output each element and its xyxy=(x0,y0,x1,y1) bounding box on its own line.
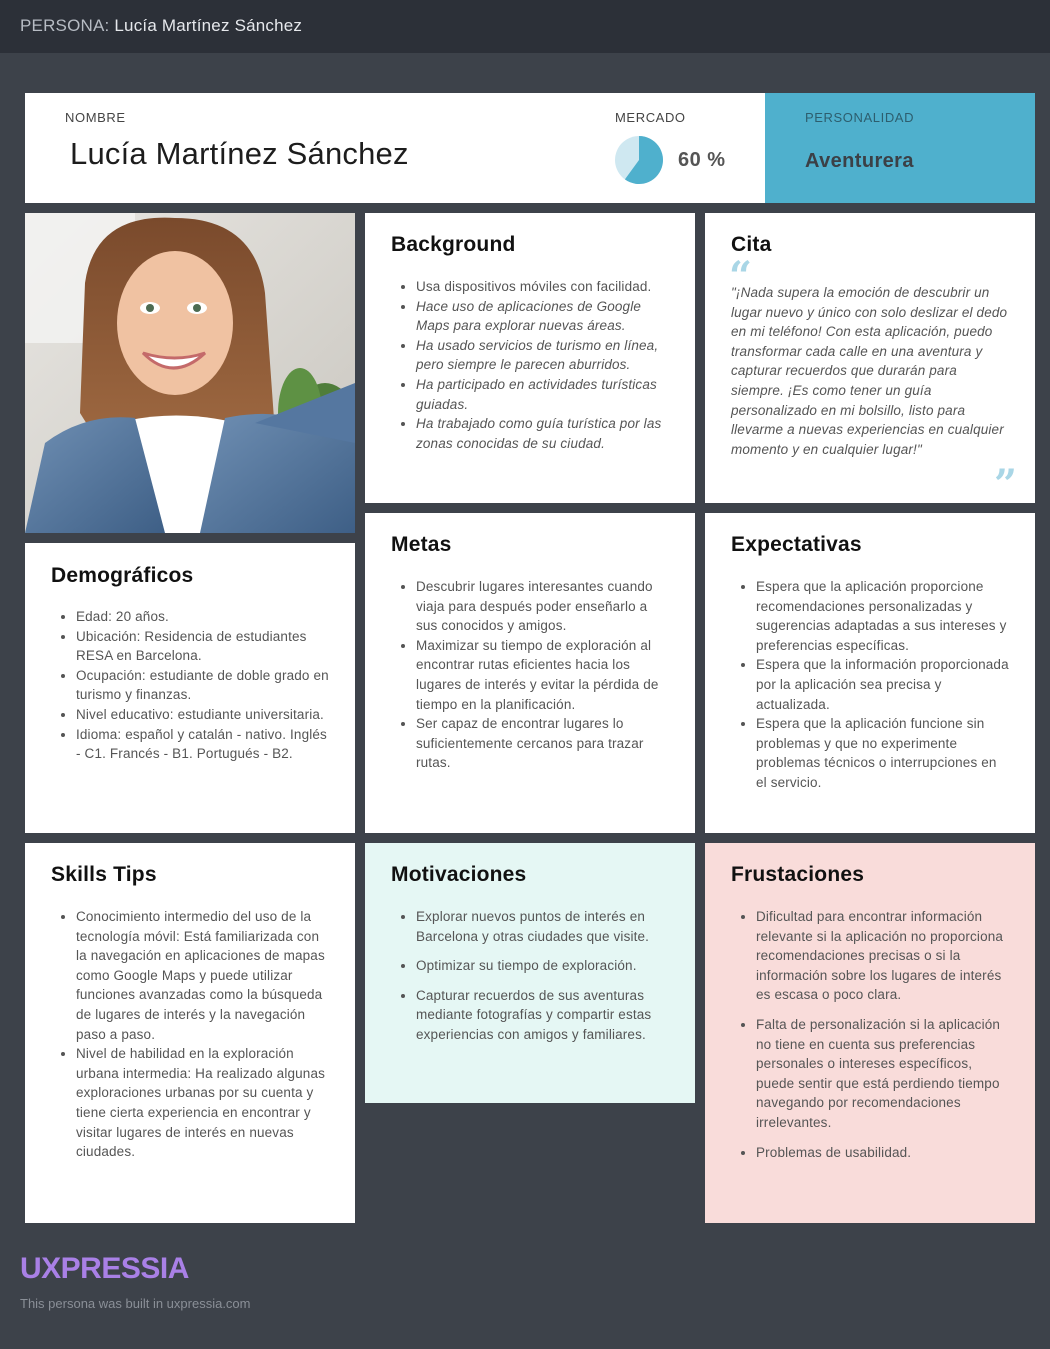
goals-title: Metas xyxy=(391,533,452,556)
expectations-card xyxy=(705,513,1035,833)
list-item: • Ocupación: estudiante de doble grado en turismo y finanzas. xyxy=(76,666,331,705)
list-item: • Nivel de habilidad en la exploración urbana intermedia: Ha realizado algunas exploraciones urbanas por su cuenta y tiene cierta experiencia en encontrar y visitar lugares de interés en nuevas ciudades. xyxy=(76,1044,331,1162)
list-item: • Nivel educativo: estudiante universitaria. xyxy=(76,705,331,725)
built-with-text: This persona was built in uxpressia.com xyxy=(20,1296,251,1311)
list-item: • Optimizar su tiempo de exploración. xyxy=(416,956,671,976)
persona-name: Lucía Martínez Sánchez xyxy=(70,136,409,171)
list-item: • Espera que la aplicación funcione sin problemas y que no experimente problemas técnicos o interrupciones en el servicio. xyxy=(756,714,1011,792)
list-item: • Usa dispositivos móviles con facilidad. xyxy=(416,277,671,297)
list-item: • Idioma: español y catalán - nativo. Inglés - C1. Francés - B1. Portugués - B2. xyxy=(76,725,331,764)
background-title: Background xyxy=(391,233,516,256)
market-label: MERCADO xyxy=(615,110,686,125)
list-item: • Ser capaz de encontrar lugares lo suficientemente cercanos para trazar rutas. xyxy=(416,714,671,773)
list-item: • Explorar nuevos puntos de interés en Barcelona y otras ciudades que visite. xyxy=(416,907,671,946)
list-item: • Maximizar su tiempo de exploración al encontrar rutas eficientes hacia los lugares de interés y evitar la pérdida de tiempo en la planificación. xyxy=(416,636,671,714)
expectations-list xyxy=(756,577,1011,793)
list-item: • Descubrir lugares interesantes cuando viaja para después poder enseñarlo a sus conocidos y amigos. xyxy=(416,577,671,636)
personality-label: PERSONALIDAD xyxy=(805,110,915,125)
persona-title xyxy=(20,16,302,36)
close-quote-icon: ” xyxy=(993,461,1017,503)
personality-value: Aventurera xyxy=(805,150,914,172)
quote-title: Cita xyxy=(731,233,772,256)
top-bar xyxy=(0,0,1050,53)
list-item: • Hace uso de aplicaciones de Google Maps para explorar nuevas áreas. xyxy=(416,297,671,336)
uxpressia-logo[interactable]: UXPRESSIA xyxy=(20,1252,189,1285)
skills-card xyxy=(25,843,355,1223)
background-list xyxy=(416,277,671,453)
frustrations-list xyxy=(756,907,1011,1172)
market-percent: 60 % xyxy=(678,149,726,171)
personality-card xyxy=(765,93,1035,203)
list-item: • Ubicación: Residencia de estudiantes RESA en Barcelona. xyxy=(76,627,331,666)
skills-list xyxy=(76,907,331,1162)
list-item: • Capturar recuerdos de sus aventuras mediante fotografías y compartir estas experiencias con amigos y familiares. xyxy=(416,986,671,1045)
market-pie-chart xyxy=(615,136,663,184)
list-item: • Ha trabajado como guía turística por las zonas conocidas de su ciudad. xyxy=(416,414,671,453)
motivations-title: Motivaciones xyxy=(391,863,527,886)
quote-text: "¡Nada supera la emoción de descubrir un lugar nuevo y único con solo deslizar el dedo en mi teléfono! Con esta aplicación, puedo transformar cada calle en una aventura y capturar recuerdos que durarán para siempre. ¡Es como tener un guía personalizado en mi bolsillo, listo para llevarme a nuevas experiencias en cualquier momento y en cualquier lugar!" xyxy=(731,285,1008,457)
frustrations-card xyxy=(705,843,1035,1223)
list-item: • Espera que la información proporcionada por la aplicación sea precisa y actualizada. xyxy=(756,655,1011,714)
expectations-title: Expectativas xyxy=(731,533,862,556)
list-item: • Ha participado en actividades turísticas guiadas. xyxy=(416,375,671,414)
demographics-list xyxy=(76,607,331,764)
list-item: • Ha usado servicios de turismo en línea, pero siempre le parecen aburridos. xyxy=(416,336,671,375)
goals-list xyxy=(416,577,671,773)
persona-prefix: PERSONA: xyxy=(20,16,110,35)
quote-card xyxy=(705,213,1035,503)
list-item: • Conocimiento intermedio del uso de la tecnología móvil: Está familiarizada con la navegación en aplicaciones de mapas como Google Maps y puede utilizar funciones avanzadas como la búsqueda de lugares de interés y la navegación paso a paso. xyxy=(76,907,331,1044)
list-item: • Problemas de usabilidad. xyxy=(756,1143,1011,1163)
frustrations-title: Frustaciones xyxy=(731,863,865,886)
name-label: NOMBRE xyxy=(65,110,126,125)
open-quote-icon: “ xyxy=(729,253,753,300)
persona-title-name: Lucía Martínez Sánchez xyxy=(114,16,303,35)
list-item: • Edad: 20 años. xyxy=(76,607,331,627)
skills-title: Skills Tips xyxy=(51,863,157,886)
demographics-title: Demográficos xyxy=(51,564,194,587)
header-card xyxy=(25,93,765,203)
goals-card xyxy=(365,513,695,833)
demographics-card xyxy=(25,543,355,833)
background-card xyxy=(365,213,695,503)
persona-photo-illustration xyxy=(25,213,355,533)
list-item: • Falta de personalización si la aplicación no tiene en cuenta sus preferencias personales o intereses específicos, puede sentir que está perdiendo tiempo navegando por recomendaciones irrelevantes. xyxy=(756,1015,1011,1133)
motivations-list xyxy=(416,907,671,1055)
persona-photo xyxy=(25,213,355,533)
list-item: • Dificultad para encontrar información relevante si la aplicación no proporciona recomendaciones precisas o si la información sobre los lugares de interés es escasa o poco clara. xyxy=(756,907,1011,1005)
motivations-card xyxy=(365,843,695,1103)
list-item: • Espera que la aplicación proporcione recomendaciones personalizadas y sugerencias adaptadas a sus intereses y preferencias específicas. xyxy=(756,577,1011,655)
